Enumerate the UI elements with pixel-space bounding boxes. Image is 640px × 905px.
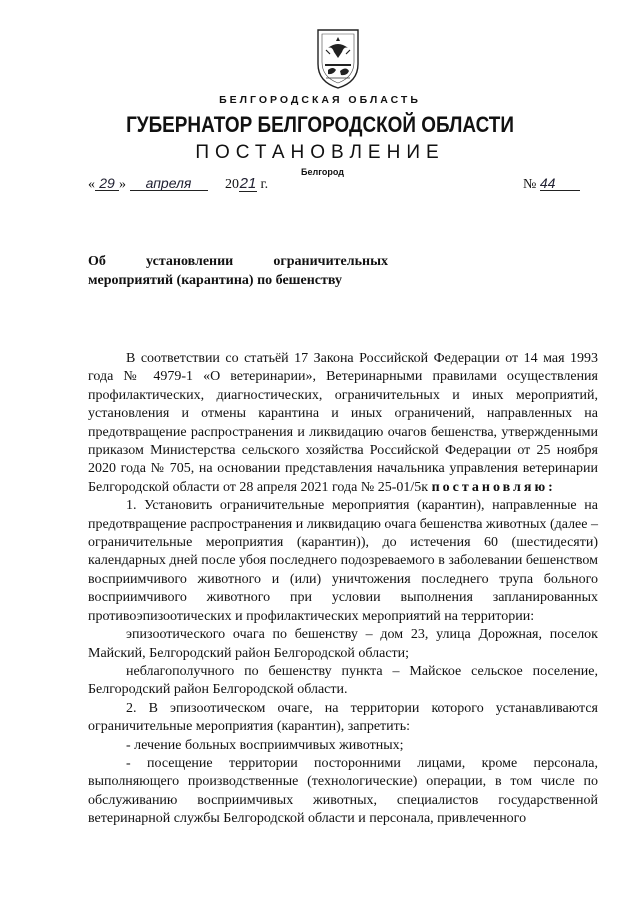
date-day: 29	[95, 176, 119, 191]
intro-paragraph	[88, 350, 598, 497]
authority-title: ГУБЕРНАТОР БЕЛГОРОДСКОЙ ОБЛАСТИ	[126, 112, 514, 137]
clause-1: 1. Установить ограничительные мероприятия (карантин), направленные на предотвращение распространения и ликвидацию очага бешенства животных (далее – ограничительные мероприятия (карантин)), до истечения 60 (шестидесяти) календарных дней после убоя последнего подозреваемого в заболевании бешенством восприимчивого животного и (или) уничтожения последнего трупа больного восприимчивого животного при условии выполнения запланированных противоэпизоотических и профилактических мероприятий на территории:	[88, 498, 598, 624]
coat-of-arms-emblem	[316, 28, 360, 90]
date-close-quote: »	[119, 177, 126, 192]
clause-2-item-1: - лечение больных восприимчивых животных;	[126, 737, 404, 753]
date-month: апреля	[130, 176, 208, 191]
date-year-suffix: 21	[239, 175, 257, 192]
date-open-quote: «	[88, 177, 95, 192]
region-name: БЕЛГОРОДСКАЯ ОБЛАСТЬ	[219, 94, 421, 106]
intro-text: В соответствии со статьёй 17 Закона Российской Федерации от 14 мая 1993 года № 4979-1 «О ветеринарии», Ветеринарными правилами осуществления профилактических, диагностических, ограничительных и иных мероприятий, установления и отмены карантина и иных ограничений, направленных на предотвращение распространения и ликвидацию очагов бешенства, утвержденными приказом Министерства сельского хозяйства Российской Федерации от 25 ноября 2020 года № 705, на основании представления начальника управления ветеринарии Белгородской области от 28 апреля 2021 года № 25-01/5к	[88, 351, 598, 495]
document-number-line	[523, 176, 580, 193]
document-title	[88, 252, 388, 290]
number-label: №	[523, 177, 537, 192]
clause-2-item-2: - посещение территории посторонними лицами, кроме персонала, выполняющего производственные (технологические) операции, в том числе по обслуживанию восприимчивых животных, специалистов государственной ветеринарной службы Белгородской области и персонала, привлеченного	[88, 755, 598, 827]
title-line-1: Об установлении ограничительных	[88, 254, 388, 269]
clause-2: 2. В эпизоотическом очаге, на территории которого устанавливаются ограничительные мероприятия (карантин), запретить:	[88, 700, 598, 735]
clause-1-point: неблагополучного по бешенству пункта – Майское сельское поселение, Белгородский район Белгородской области.	[88, 663, 598, 698]
clause-1-focus: эпизоотического очага по бешенству – дом 23, улица Дорожная, поселок Майский, Белгородский район Белгородской области;	[88, 627, 598, 661]
title-line-2: мероприятий (карантина) по бешенству	[88, 273, 342, 288]
city-name: Белгород	[301, 167, 344, 177]
document-number: 44	[540, 176, 580, 191]
document-type: ПОСТАНОВЛЕНИЕ	[195, 142, 445, 163]
date-year-mark: г.	[260, 177, 269, 192]
resolve-word: постановляю:	[431, 479, 556, 495]
date-line	[88, 176, 268, 193]
document-body	[88, 350, 598, 829]
date-year-prefix: 20	[225, 177, 239, 192]
